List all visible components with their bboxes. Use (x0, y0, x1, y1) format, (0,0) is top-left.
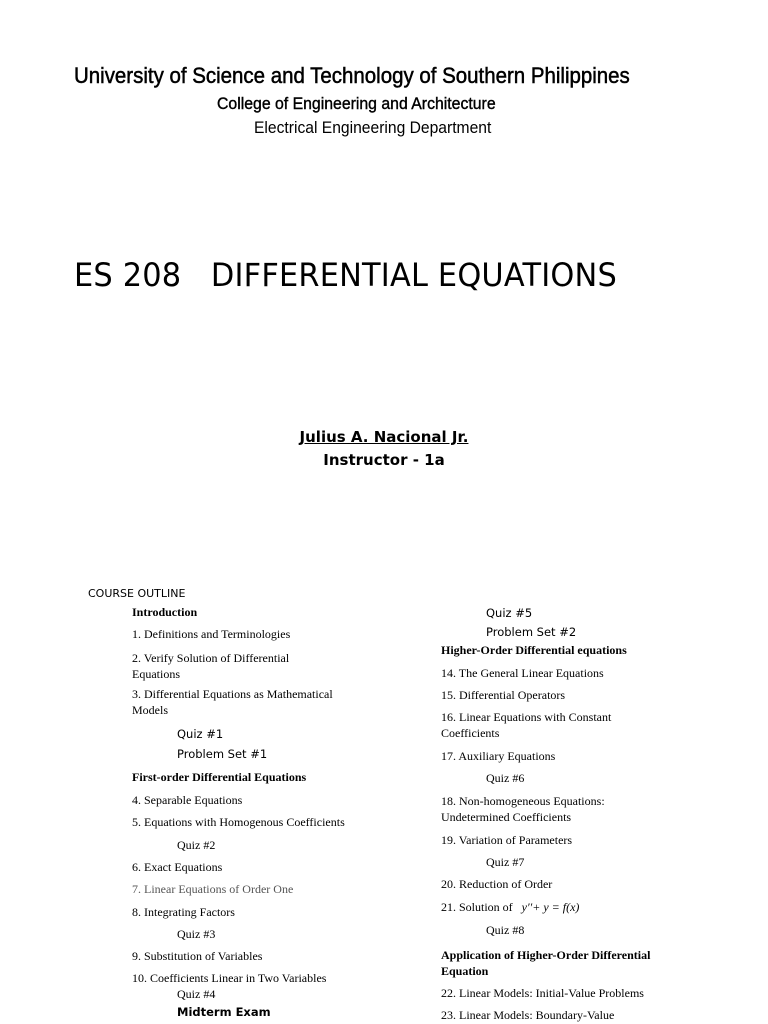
outline-item: 17. Auxiliary Equations (441, 749, 556, 763)
instructor-role: Instructor - 1a (323, 451, 445, 469)
outline-item: Equations (132, 667, 180, 681)
course-outline-title: COURSE OUTLINE (88, 587, 186, 600)
instructor-name: Julius A. Nacional Jr. (299, 428, 469, 446)
quiz-item: Quiz #3 (177, 927, 216, 941)
section-introduction: Introduction (132, 605, 198, 619)
quiz-item: Quiz #7 (486, 855, 525, 869)
equation: y′′+ y = f(x) (521, 900, 580, 914)
quiz-item: Quiz #4 (177, 987, 216, 1001)
outline-item: 14. The General Linear Equations (441, 666, 604, 680)
quiz-item: Quiz #8 (486, 923, 525, 937)
midterm-exam: Midterm Exam (177, 1005, 271, 1019)
section-application: Application of Higher-Order Differential (441, 948, 651, 962)
quiz-item: Quiz #1 (177, 727, 224, 741)
outline-item: Coefficients (441, 726, 500, 740)
outline-item: 3. Differential Equations as Mathematical (132, 687, 333, 701)
course-title: ES 208 DIFFERENTIAL EQUATIONS (74, 256, 617, 294)
section-application-cont: Equation (441, 964, 489, 978)
quiz-item: Quiz #6 (486, 771, 525, 785)
quiz-item: Quiz #2 (177, 838, 216, 852)
outline-item (441, 900, 579, 915)
outline-item: 10. Coefficients Linear in Two Variables (132, 971, 327, 985)
outline-item: 15. Differential Operators (441, 688, 566, 702)
outline-item: 1. Definitions and Terminologies (132, 627, 291, 641)
department-name: Electrical Engineering Department (254, 118, 492, 137)
outline-item: 16. Linear Equations with Constant (441, 710, 612, 724)
section-higher-order: Higher-Order Differential equations (441, 643, 627, 657)
outline-item: Undetermined Coefficients (441, 810, 572, 824)
outline-item: 8. Integrating Factors (132, 905, 235, 919)
outline-item: 18. Non-homogeneous Equations: (441, 794, 605, 808)
problem-set-item: Problem Set #2 (486, 625, 577, 639)
outline-item: 20. Reduction of Order (441, 877, 553, 891)
outline-item: 9. Substitution of Variables (132, 949, 263, 963)
section-first-order: First-order Differential Equations (132, 770, 307, 784)
university-name: University of Science and Technology of Southern Philippines (74, 63, 630, 88)
outline-item: 19. Variation of Parameters (441, 833, 573, 847)
outline-item: 2. Verify Solution of Differential (132, 651, 290, 665)
problem-set-item: Problem Set #1 (177, 747, 268, 761)
outline-item: 23. Linear Models: Boundary-Value (441, 1008, 615, 1022)
outline-item: 5. Equations with Homogenous Coefficients (132, 815, 345, 829)
outline-item: 6. Exact Equations (132, 860, 223, 874)
outline-item: 4. Separable Equations (132, 793, 243, 807)
college-name: College of Engineering and Architecture (217, 94, 496, 113)
outline-item: Models (132, 703, 168, 717)
outline-item: 22. Linear Models: Initial-Value Problems (441, 986, 644, 1000)
quiz-item: Quiz #5 (486, 606, 533, 620)
outline-item: 7. Linear Equations of Order One (132, 882, 294, 896)
outline-item-prefix: 21. Solution of (441, 900, 513, 914)
